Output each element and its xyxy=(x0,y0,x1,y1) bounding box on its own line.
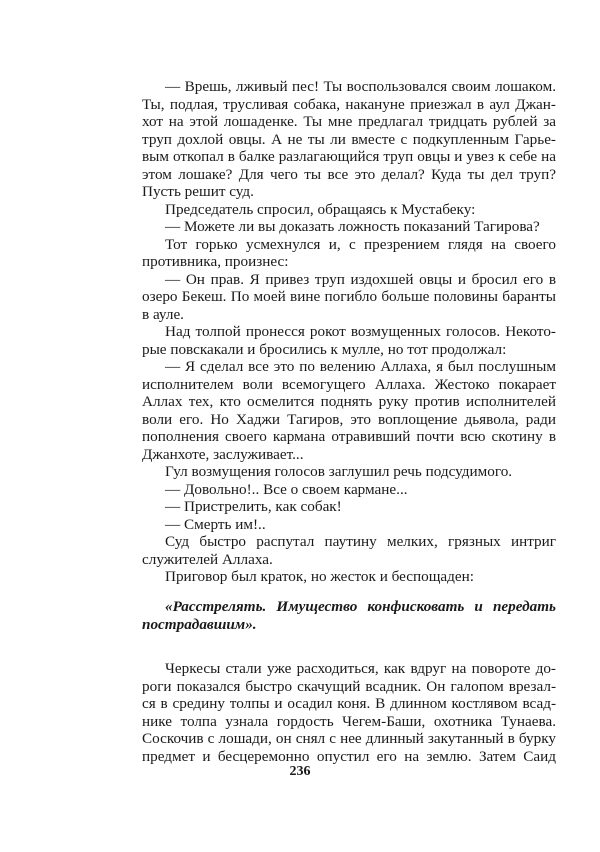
text-line: Приговор был краток, но жесток и беспощаден: xyxy=(165,568,474,585)
text-line: ся в средину толпы и осадил коня. В длинном костлявом всад- xyxy=(142,695,556,712)
text-line: вым откопал в балке разлагающийся труп овцы и увез к себе на xyxy=(142,148,556,165)
body-text-lower xyxy=(142,660,556,765)
text-line: служителей Аллаха. xyxy=(142,550,273,568)
text-line: — Смерть им!.. xyxy=(165,515,266,533)
text-line: противника, произнес: xyxy=(142,253,289,270)
text-line: роги показался быстро скачущий всадник. Он галопом врезал- xyxy=(142,677,556,695)
text-line: — Я сделал все это по велению Аллаха, я был послушным xyxy=(165,358,556,375)
text-line: озеро Бекеш. По моей вине погибло больше половины баранты xyxy=(142,288,556,305)
text-line: рые повскакали и бросились к мулле, но тот продолжал: xyxy=(142,340,507,358)
body-text-upper xyxy=(142,78,556,586)
text-line: Аллах тех, кто осмелится поднять руку против исполнителей xyxy=(142,393,556,410)
text-line: пополнения своего кармана отравивший почти всю скотину в xyxy=(142,428,556,445)
text-line: Соскочив с лошади, он снял с нее длинный закутанный в бурку xyxy=(142,730,556,747)
text-line: Гул возмущения голосов заглушил речь подсудимого. xyxy=(165,463,513,480)
text-line: Джанхоте, заслуживает... xyxy=(142,445,304,463)
text-line: хот на этой лошаденке. Ты мне предлагал тридцать рублей за xyxy=(142,113,556,130)
text-line: — Можете ли вы доказать ложность показаний Тагирова? xyxy=(165,218,540,235)
text-line: Суд быстро распутал паутину мелких, грязных интриг xyxy=(165,533,556,550)
verdict-text xyxy=(142,598,556,633)
text-line: Тот горько усмехнулся и, с презрением глядя на своего xyxy=(165,235,556,253)
text-line: Ты, подлая, трусливая собака, накануне приезжал в аул Джан- xyxy=(142,95,556,113)
text-line: — Он прав. Я привез труп издохшей овцы и бросил его в xyxy=(165,270,556,288)
text-line: этом лошаке? Для чего ты все это делал? Куда ты дел труп? xyxy=(142,165,556,183)
text-line: труп дохлой овцы. А не ты ли вместе с подкупленным Гарье- xyxy=(142,130,556,148)
text-line: воли его. Но Хаджи Тагиров, это воплощение дьявола, ради xyxy=(142,410,556,428)
page-number: 236 xyxy=(289,764,311,779)
text-line: Пусть решит суд. xyxy=(142,183,254,200)
text-line: нике толпа узнала гордость Чегем-Баши, охотника Тунаева. xyxy=(142,712,556,730)
text-line: предмет и бесцеремонно опустил его на землю. Затем Саид xyxy=(142,747,556,765)
text-line: Над толпой пронесся рокот возмущенных голосов. Некото- xyxy=(165,323,556,340)
text-line: пострадавшим». xyxy=(142,615,257,633)
text-line: Черкесы стали уже расходиться, как вдруг на повороте до- xyxy=(165,660,556,677)
text-line: в ауле. xyxy=(142,305,184,323)
text-line: — Врешь, лживый пес! Ты воспользовался своим лошаком. xyxy=(165,78,556,95)
text-line: — Довольно!.. Все о своем кармане... xyxy=(165,480,408,498)
text-line: исполнителем воли всемогущего Аллаха. Жестоко покарает xyxy=(142,375,556,393)
text-line: Председатель спросил, обращаясь к Мустабеку: xyxy=(165,200,476,218)
text-line: — Пристрелить, как собак! xyxy=(165,498,342,515)
text-line: «Расстрелять. Имущество конфисковать и передать xyxy=(165,598,556,615)
